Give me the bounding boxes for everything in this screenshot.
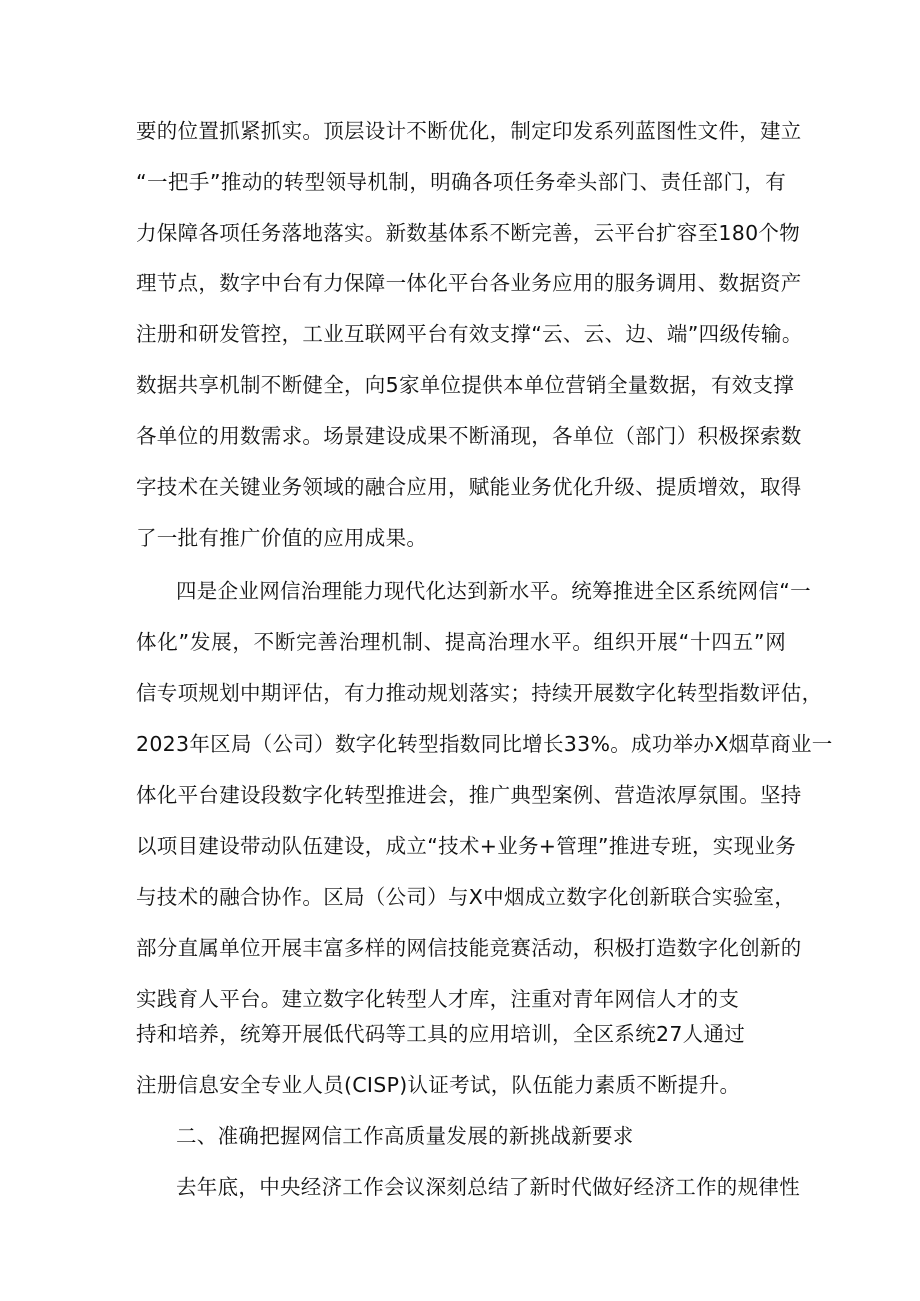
- text-line: 理节点，数字中台有力保障一体化平台各业务应用的服务调用、数据资产: [136, 271, 802, 295]
- text-line: 了一批有推广价值的应用成果。: [136, 526, 428, 550]
- text-line: “一把手”推动的转型领导机制，明确各项任务牵头部门、责任部门，有: [136, 170, 786, 194]
- section-heading: 二、准确把握网信工作高质量发展的新挑战新要求: [176, 1124, 634, 1148]
- text-line: 体化平台建设段数字化转型推进会，推广典型案例、营造浓厚氛围。坚持: [136, 783, 802, 807]
- text-line: 信专项规划中期评估，有力推动规划落实；持续开展数字化转型指数评估，: [136, 681, 823, 705]
- text-line: 2023年区局（公司）数字化转型指数同比增长33%。成功举办X烟草商业一: [136, 732, 833, 756]
- paragraph-start-line: 去年底，中央经济工作会议深刻总结了新时代做好经济工作的规律性: [176, 1175, 800, 1199]
- text-line: 注册信息安全专业人员(CISP)认证考试，队伍能力素质不断提升。: [136, 1073, 741, 1097]
- text-line: 部分直属单位开展丰富多样的网信技能竞赛活动，积极打造数字化创新的: [136, 936, 802, 960]
- text-line: 实践育人平台。建立数字化转型人才库，注重对青年网信人才的支: [136, 987, 740, 1011]
- text-line: 与技术的融合协作。区局（公司）与X中烟成立数字化创新联合实验室，: [136, 885, 796, 909]
- text-line: 持和培养，统筹开展低代码等工具的应用培训，全区系统27人通过: [136, 1022, 746, 1046]
- text-line: 数据共享机制不断健全，向5家单位提供本单位营销全量数据，有效支撑: [136, 373, 795, 397]
- text-line: 要的位置抓紧抓实。顶层设计不断优化，制定印发系列蓝图性文件，建立: [136, 119, 802, 143]
- text-line: 体化”发展，不断完善治理机制、提高治理水平。组织开展“十四五”网: [136, 630, 786, 654]
- text-line: 字技术在关键业务领域的融合应用，赋能业务优化升级、提质增效，取得: [136, 475, 802, 499]
- text-line: 各单位的用数需求。场景建设成果不断涌现，各单位（部门）积极探索数: [136, 424, 802, 448]
- paragraph-start-line: 四是企业网信治理能力现代化达到新水平。统筹推进全区系统网信“一: [176, 579, 811, 603]
- text-line: 以项目建设带动队伍建设，成立“技术+业务+管理”推进专班，实现业务: [136, 834, 796, 858]
- text-line: 力保障各项任务落地落实。新数基体系不断完善，云平台扩容至180个物: [136, 221, 801, 245]
- text-line: 注册和研发管控，工业互联网平台有效支撑“云、云、边、端”四级传输。: [136, 322, 803, 346]
